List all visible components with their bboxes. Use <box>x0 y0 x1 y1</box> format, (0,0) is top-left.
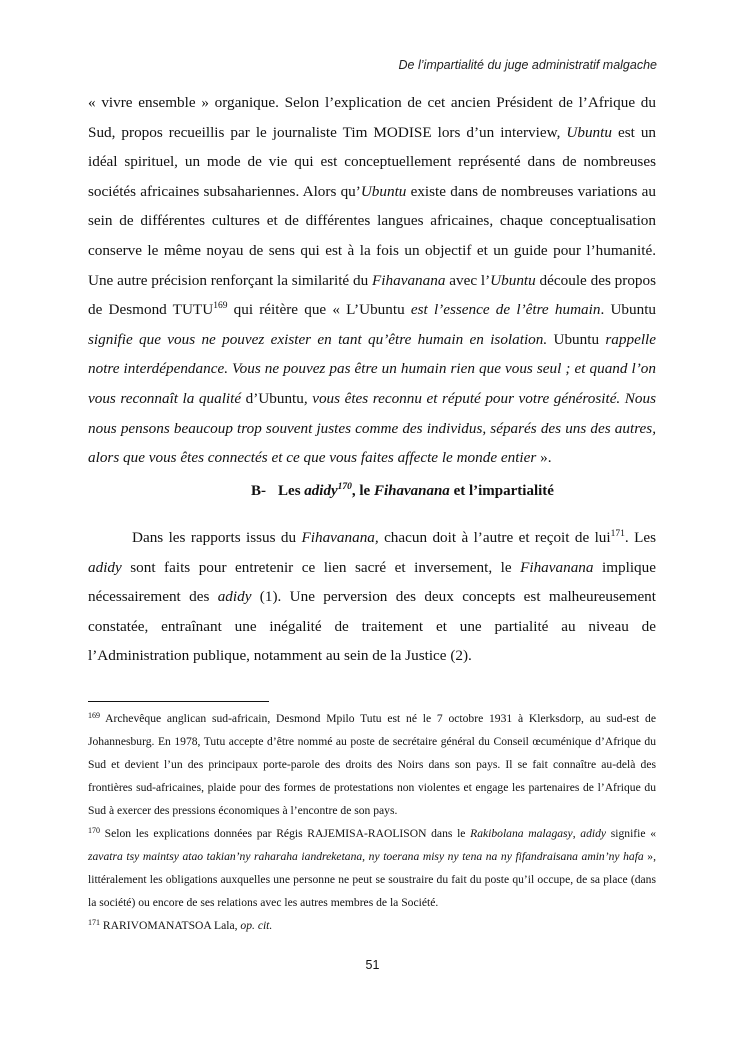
body-paragraph-ubuntu: « vivre ensemble » organique. Selon l’explication de cet ancien Président de l’Afrique du Sud, propos recueillis par le journaliste Tim MODISE lors d’un interview, Ubuntu est un idéal spirituel, un mode de vie qui est conceptuellement représenté dans de nombreuses sociétés africaines subsahariennes. Alors qu’Ubuntu existe dans de nombreuses variations au sein de différentes cultures et de différentes langues africaines, chaque conceptualisation conserve le même noyau de sens qui est à la fois un objectif et un guide pour l’humanité. Une autre précision renforçant la similarité du Fihavanana avec l’Ubuntu découle des propos de Desmond TUTU$^{169}$ qui réitère que « L’Ubuntu est l’essence de l’être humain. Ubuntu signifie que vous ne pouvez exister en tant qu’être humain en isolation. Ubuntu rappelle notre interdépendance. Vous ne pouvez pas être un humain rien que vous seul ; et quand l’on vous reconnaît la qualité d’Ubuntu, vous êtes reconnu et réputé pour votre générosité. Nous nous pensons beaucoup trop souvent justes comme des individus, séparés des uns des autres, alors que vous êtes connectés et ce que vous faites affecte le monde entier ». <box>88 94 657 467</box>
page-number: 51 <box>365 958 380 972</box>
running-header: De l’impartialité du juge administratif malgache <box>398 58 657 72</box>
footnote-169: $^{169}$ Archevêque anglican sud-africain, Desmond Mpilo Tutu est né le 7 octobre 1931 à Klerksdorp, au sud-est de Johannesburg. En 1978, Tutu accepte d’être nommé au poste de secrétaire général du Conseil œcuménique d’Afrique du Sud et devient l’un des principaux porte-parole des droits des Noirs dans son pays. Il se fait connaître au-delà des frontières sud-africaines, plaide pour des formes de protestations non violentes et engage les partenaires de l’Afrique du Sud à exercer des pressions économiques à l’encontre de son pays. <box>88 711 656 817</box>
footnote-170: $^{170}$ Selon les explications données par Régis RAJEMISA-RAOLISON dans le Rakibolana malagasy, adidy signifie « zavatra tsy maintsy atao takian’ny raharaha iandreketana, ny toerana misy ny tena na ny fifandraisana amin’ny hafa », littéralement les obligations auxquelles une personne ne peut se soustraire du fait du poste qu’il occupe, de sa place (dans la société) ou encore de ses relations avec les autres membres de la Société. <box>88 826 657 909</box>
section-heading: B- Les adidy$^{170}$, le Fihavanana et l’impartialité <box>251 482 554 499</box>
footnote-ref-171: 171 <box>610 529 625 539</box>
body-paragraph-adidy: Dans les rapports issus du Fihavanana, chacun doit à l’autre et reçoit de lui$^{171}$. Les adidy sont faits pour entretenir ce lien sacré et inversement, le Fihavanana implique nécessairement des adidy (1). Une perversion des deux concepts est malheureusement constatée, entraînant une inégalité de traitement et une partialité au niveau de l’Administration publique, notamment au sein de la Justice (2). <box>88 529 656 665</box>
footnote-separator <box>88 701 269 702</box>
footnotes <box>88 707 656 937</box>
footnote-ref-169: 169 <box>213 301 228 312</box>
footnote-ref-170: 170 <box>337 482 352 492</box>
footnote-171: $^{171}$ RARIVOMANATSOA Lala, op. cit. <box>88 918 273 932</box>
